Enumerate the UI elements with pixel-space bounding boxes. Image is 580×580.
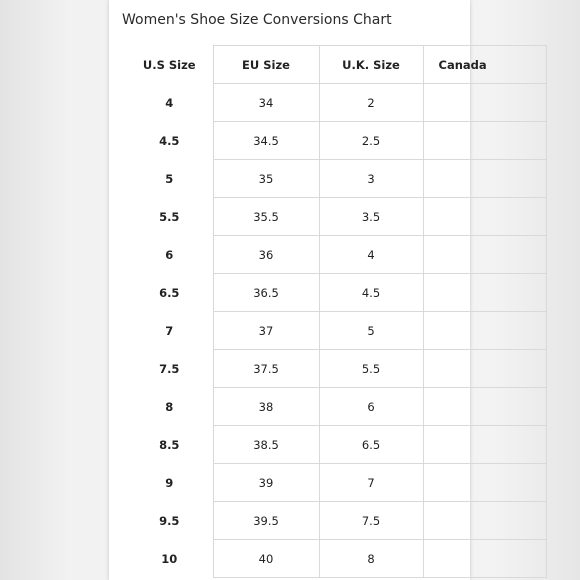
table-row <box>126 160 546 198</box>
us-size-cell: 8 <box>126 388 213 426</box>
canada-size-cell <box>423 312 546 350</box>
table-header-row <box>126 46 546 84</box>
table-row <box>126 350 546 388</box>
eu-size-cell: 39.5 <box>213 502 319 540</box>
eu-size-cell: 40 <box>213 540 319 578</box>
header-eu-size: EU Size <box>213 46 319 84</box>
eu-size-cell: 36.5 <box>213 274 319 312</box>
eu-size-cell: 35.5 <box>213 198 319 236</box>
canada-size-cell <box>423 464 546 502</box>
table-row <box>126 540 546 578</box>
uk-size-cell: 3 <box>319 160 423 198</box>
us-size-cell: 6 <box>126 236 213 274</box>
header-canada-size: Canada <box>423 46 546 84</box>
eu-size-cell: 37.5 <box>213 350 319 388</box>
table-row <box>126 502 546 540</box>
canada-size-cell <box>423 122 546 160</box>
table-row <box>126 388 546 426</box>
uk-size-cell: 3.5 <box>319 198 423 236</box>
eu-size-cell: 35 <box>213 160 319 198</box>
chart-title: Women's Shoe Size Conversions Chart <box>122 12 392 28</box>
uk-size-cell: 6 <box>319 388 423 426</box>
eu-size-cell: 34.5 <box>213 122 319 160</box>
table-body <box>126 84 546 578</box>
table-row <box>126 312 546 350</box>
us-size-cell: 5.5 <box>126 198 213 236</box>
table-row <box>126 426 546 464</box>
eu-size-cell: 36 <box>213 236 319 274</box>
eu-size-cell: 37 <box>213 312 319 350</box>
us-size-cell: 10 <box>126 540 213 578</box>
canada-size-cell <box>423 274 546 312</box>
uk-size-cell: 4 <box>319 236 423 274</box>
us-size-cell: 7 <box>126 312 213 350</box>
us-size-cell: 7.5 <box>126 350 213 388</box>
us-size-cell: 4.5 <box>126 122 213 160</box>
uk-size-cell: 2 <box>319 84 423 122</box>
us-size-cell: 5 <box>126 160 213 198</box>
table-row <box>126 236 546 274</box>
uk-size-cell: 6.5 <box>319 426 423 464</box>
table-row <box>126 274 546 312</box>
uk-size-cell: 5.5 <box>319 350 423 388</box>
eu-size-cell: 34 <box>213 84 319 122</box>
canada-size-cell <box>423 502 546 540</box>
canada-size-cell <box>423 236 546 274</box>
canada-size-cell <box>423 198 546 236</box>
us-size-cell: 8.5 <box>126 426 213 464</box>
size-chart-card <box>109 0 487 580</box>
canada-size-cell <box>423 160 546 198</box>
eu-size-cell: 38.5 <box>213 426 319 464</box>
uk-size-cell: 4.5 <box>319 274 423 312</box>
canada-size-cell <box>423 388 546 426</box>
uk-size-cell: 2.5 <box>319 122 423 160</box>
us-size-cell: 4 <box>126 84 213 122</box>
size-conversion-table <box>126 45 547 578</box>
canada-size-cell <box>423 540 546 578</box>
table-row <box>126 198 546 236</box>
us-size-cell: 6.5 <box>126 274 213 312</box>
uk-size-cell: 5 <box>319 312 423 350</box>
uk-size-cell: 8 <box>319 540 423 578</box>
us-size-cell: 9 <box>126 464 213 502</box>
table-row <box>126 122 546 160</box>
header-us-size: U.S Size <box>126 46 213 84</box>
canada-size-cell <box>423 426 546 464</box>
table-viewport[interactable] <box>109 45 487 580</box>
table-row <box>126 84 546 122</box>
canada-size-cell <box>423 350 546 388</box>
uk-size-cell: 7 <box>319 464 423 502</box>
header-uk-size: U.K. Size <box>319 46 423 84</box>
canada-size-cell <box>423 84 546 122</box>
eu-size-cell: 38 <box>213 388 319 426</box>
table-row <box>126 464 546 502</box>
us-size-cell: 9.5 <box>126 502 213 540</box>
eu-size-cell: 39 <box>213 464 319 502</box>
uk-size-cell: 7.5 <box>319 502 423 540</box>
